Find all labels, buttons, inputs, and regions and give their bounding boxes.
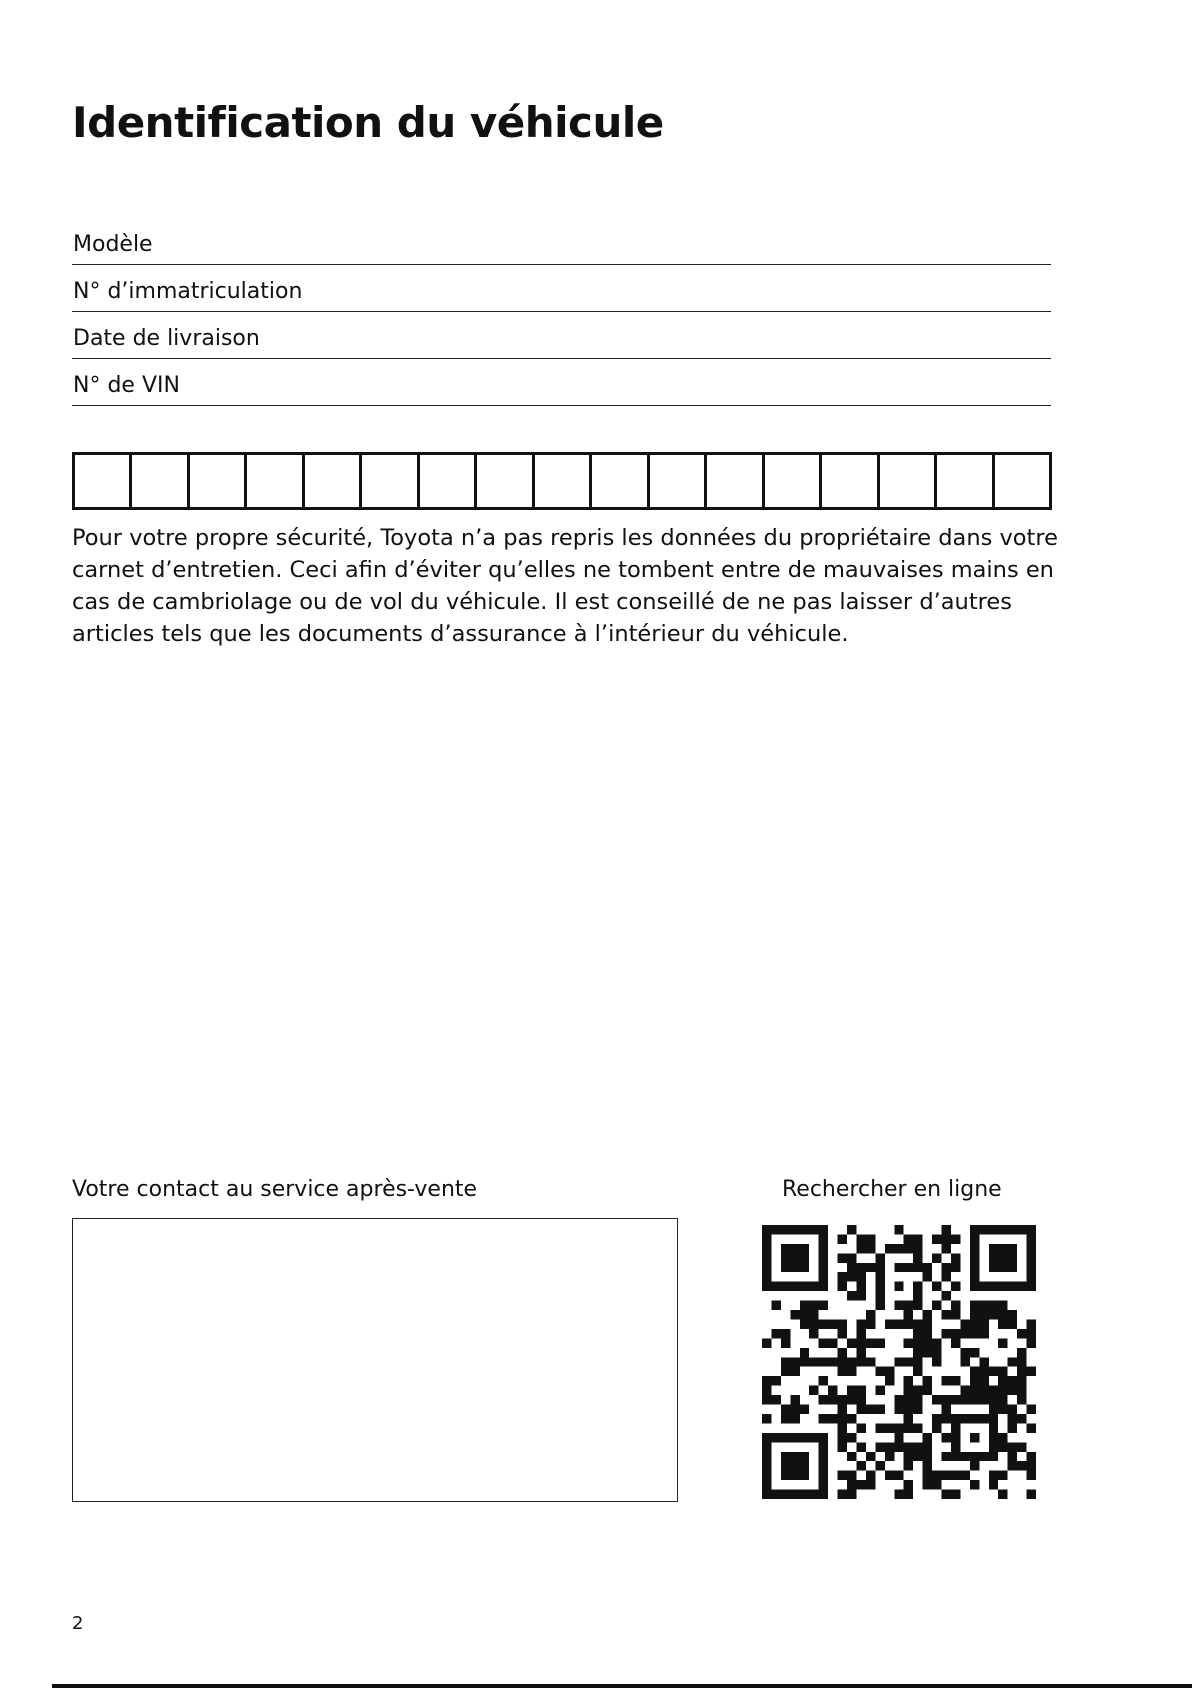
vin-box[interactable]	[132, 455, 189, 507]
field-date-livraison[interactable]	[72, 312, 1051, 359]
vin-box[interactable]	[190, 455, 247, 507]
page-title: Identification du véhicule	[72, 98, 664, 147]
vin-box[interactable]	[650, 455, 707, 507]
vin-box[interactable]	[707, 455, 764, 507]
field-label-vin: N° de VIN	[73, 373, 180, 398]
vin-box[interactable]	[247, 455, 304, 507]
vin-character-boxes	[72, 452, 1052, 510]
page-number: 2	[72, 1613, 84, 1634]
vin-box[interactable]	[477, 455, 534, 507]
qr-code-icon[interactable]	[762, 1225, 1036, 1499]
vin-box[interactable]	[765, 455, 822, 507]
bottom-rule	[52, 1684, 1192, 1688]
vin-box[interactable]	[592, 455, 649, 507]
vin-box[interactable]	[420, 455, 477, 507]
field-vin[interactable]	[72, 359, 1051, 406]
vehicle-fields	[72, 218, 1051, 406]
contact-box[interactable]	[72, 1218, 678, 1502]
vin-box[interactable]	[880, 455, 937, 507]
field-label-date-livraison: Date de livraison	[73, 326, 260, 351]
contact-label: Votre contact au service après-vente	[72, 1177, 478, 1202]
field-modele[interactable]	[72, 218, 1051, 265]
vin-box[interactable]	[535, 455, 592, 507]
vin-box[interactable]	[362, 455, 419, 507]
vin-box[interactable]	[75, 455, 132, 507]
qr-label: Rechercher en ligne	[782, 1177, 1002, 1202]
security-notice: Pour votre propre sécurité, Toyota n’a pas repris les données du propriétaire dans votre carnet d’entretien. Ceci afin d’éviter qu’elles ne tombent entre de mauvaises mains en cas de cambriolage ou de vol du véhicule. Il est conseillé de ne pas laisser d’autres articles tels que les documents d’assurance à l’intérieur du véhicule.	[72, 525, 1058, 647]
vin-box[interactable]	[822, 455, 879, 507]
field-immatriculation[interactable]	[72, 265, 1051, 312]
field-label-immatriculation: N° d’immatriculation	[73, 279, 303, 304]
vin-box[interactable]	[305, 455, 362, 507]
vin-box[interactable]	[937, 455, 994, 507]
vin-box[interactable]	[995, 455, 1049, 507]
field-label-modele: Modèle	[73, 232, 153, 257]
